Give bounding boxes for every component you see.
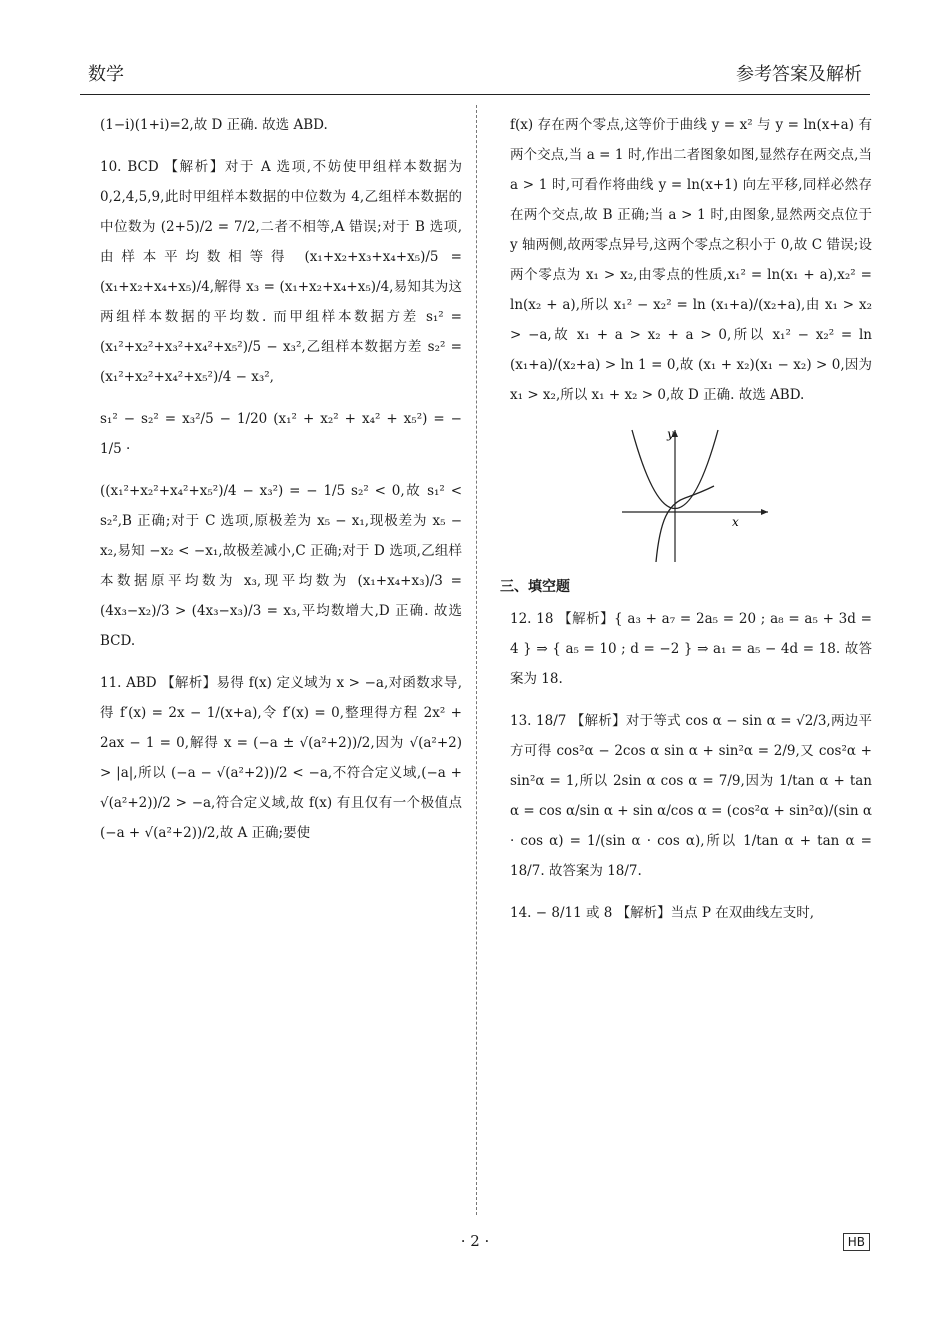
section-title-header: 参考答案及解析 xyxy=(736,64,862,85)
section-heading: 三、填空题 xyxy=(500,579,570,595)
answer-paragraph: 10. BCD 【解析】对于 A 选项,不妨使甲组样本数据为 0,2,4,5,9,此时甲组样本数据的中位数为 4,乙组样本数据的中位数为 (2+5)/2 = 7/2,二者不相等,A 错误;对于 B 选项,由样本平均数相等得 (x₁+x₂+x₃+x₄+x₅)/5 = (x₁+x₂+x₄+x₅)/4,解得 x₃ = (x₁+x₂+x₄+x₅)/4,易知其为这两组样本数据的平均数. 而甲组样本数据方差 s₁² = (x₁²+x₂²+x₃²+x₄²+x₅²)/5 − x₃²,乙组样本数据方差 s₂² = (x₁²+x₂²+x₄²+x₅²)/4 − x₃², xyxy=(100,159,462,385)
y-axis-label: y xyxy=(667,427,674,441)
right-column xyxy=(500,110,872,940)
answer-paragraph: 11. ABD 【解析】易得 f(x) 定义域为 x > −a,对函数求导,得 f′(x) = 2x − 1/(x+a),令 f′(x) = 0,整理得方程 2x² + 2ax − 1 = 0,解得 x = (−a ± √(a²+2))/2,因为 √(a²+2) > |a|,所以 (−a − √(a²+2))/2 < −a,不符合定义域,(−a + √(a²+2))/2 > −a,符合定义域,故 f(x) 有且仅有一个极值点 (−a + √(a²+2))/2,故 A 正确;要使 xyxy=(100,675,462,841)
log-curve xyxy=(656,486,714,562)
left-column xyxy=(100,110,462,860)
answer-paragraph: f(x) 存在两个零点,这等价于曲线 y = x² 与 y = ln(x+a) 有两个交点,当 a = 1 时,作出二者图象如图,显然存在两交点,当 a > 1 时,可看作将曲线 y = ln(x+1) 向左平移,同样必然存在两个交点,故 B 正确;当 a > 1 时,由图象,显然两交点位于 y 轴两侧,故两零点异号,这两个零点之积小于 0,故 C 错误;设两个零点为 x₁ > x₂,由零点的性质,x₁² = ln(x₁ + a),x₂² = ln(x₂ + a),所以 x₁² − x₂² = ln (x₁+a)/(x₂+a),由 x₁ > x₂ > −a,故 x₁ + a > x₂ + a > 0,所以 x₁² − x₂² = ln (x₁+a)/(x₂+a) > ln 1 = 0,故 (x₁ + x₂)(x₁ − x₂) > 0,因为 x₁ > x₂,所以 x₁ + x₂ > 0,故 D 正确. 故选 ABD. xyxy=(510,117,872,403)
function-graph-figure xyxy=(510,422,872,572)
page-number: · 2 · xyxy=(460,1232,490,1250)
graph-svg xyxy=(510,422,872,572)
x-axis-label: x xyxy=(732,515,739,529)
answer-paragraph: 13. 18/7 【解析】对于等式 cos α − sin α = √2/3,两边平方可得 cos²α − 2cos α sin α + sin²α = 2/9,又 cos²α + sin²α = 1,所以 2sin α cos α = 7/9,因为 1/tan α + tan α = cos α/sin α + sin α/cos α = (cos²α + sin²α)/(sin α · cos α) = 1/(sin α · cos α),所以 1/tan α + tan α = 18/7. 故答案为 18/7. xyxy=(510,713,872,879)
edition-badge: HB xyxy=(843,1233,870,1251)
x-axis-arrow xyxy=(761,509,768,515)
answer-paragraph: 12. 18 【解析】{ a₃ + a₇ = 2a₅ = 20 ; a₈ = a₅ + 3d = 4 } ⇒ { a₅ = 10 ; d = −2 } ⇒ a₁ = a₅ − 4d = 18. 故答案为 18. xyxy=(510,611,872,687)
answer-paragraph: 14. − 8/11 或 8 【解析】当点 P 在双曲线左支时, xyxy=(510,905,815,921)
page-header xyxy=(80,58,870,95)
subject-title: 数学 xyxy=(88,64,124,85)
answer-paragraph: (1−i)(1+i)=2,故 D 正确. 故选 ABD. xyxy=(100,117,328,133)
answer-paragraph: ((x₁²+x₂²+x₄²+x₅²)/4 − x₃²) = − 1/5 s₂² < 0,故 s₁² < s₂²,B 正确;对于 C 选项,原极差为 x₅ − x₁,现极差为 x₅ − x₂,易知 −x₂ < −x₁,故极差减小,C 正确;对于 D 选项,乙组样本数据原平均数为 x₃,现平均数为 (x₁+x₄+x₃)/3 = (4x₃−x₂)/3 > (4x₃−x₃)/3 = x₃,平均数增大,D 正确. 故选 BCD. xyxy=(100,483,462,649)
column-divider xyxy=(476,105,477,1215)
answer-paragraph: s₁² − s₂² = x₃²/5 − 1/20 (x₁² + x₂² + x₄² + x₅²) = − 1/5 · xyxy=(100,411,462,457)
